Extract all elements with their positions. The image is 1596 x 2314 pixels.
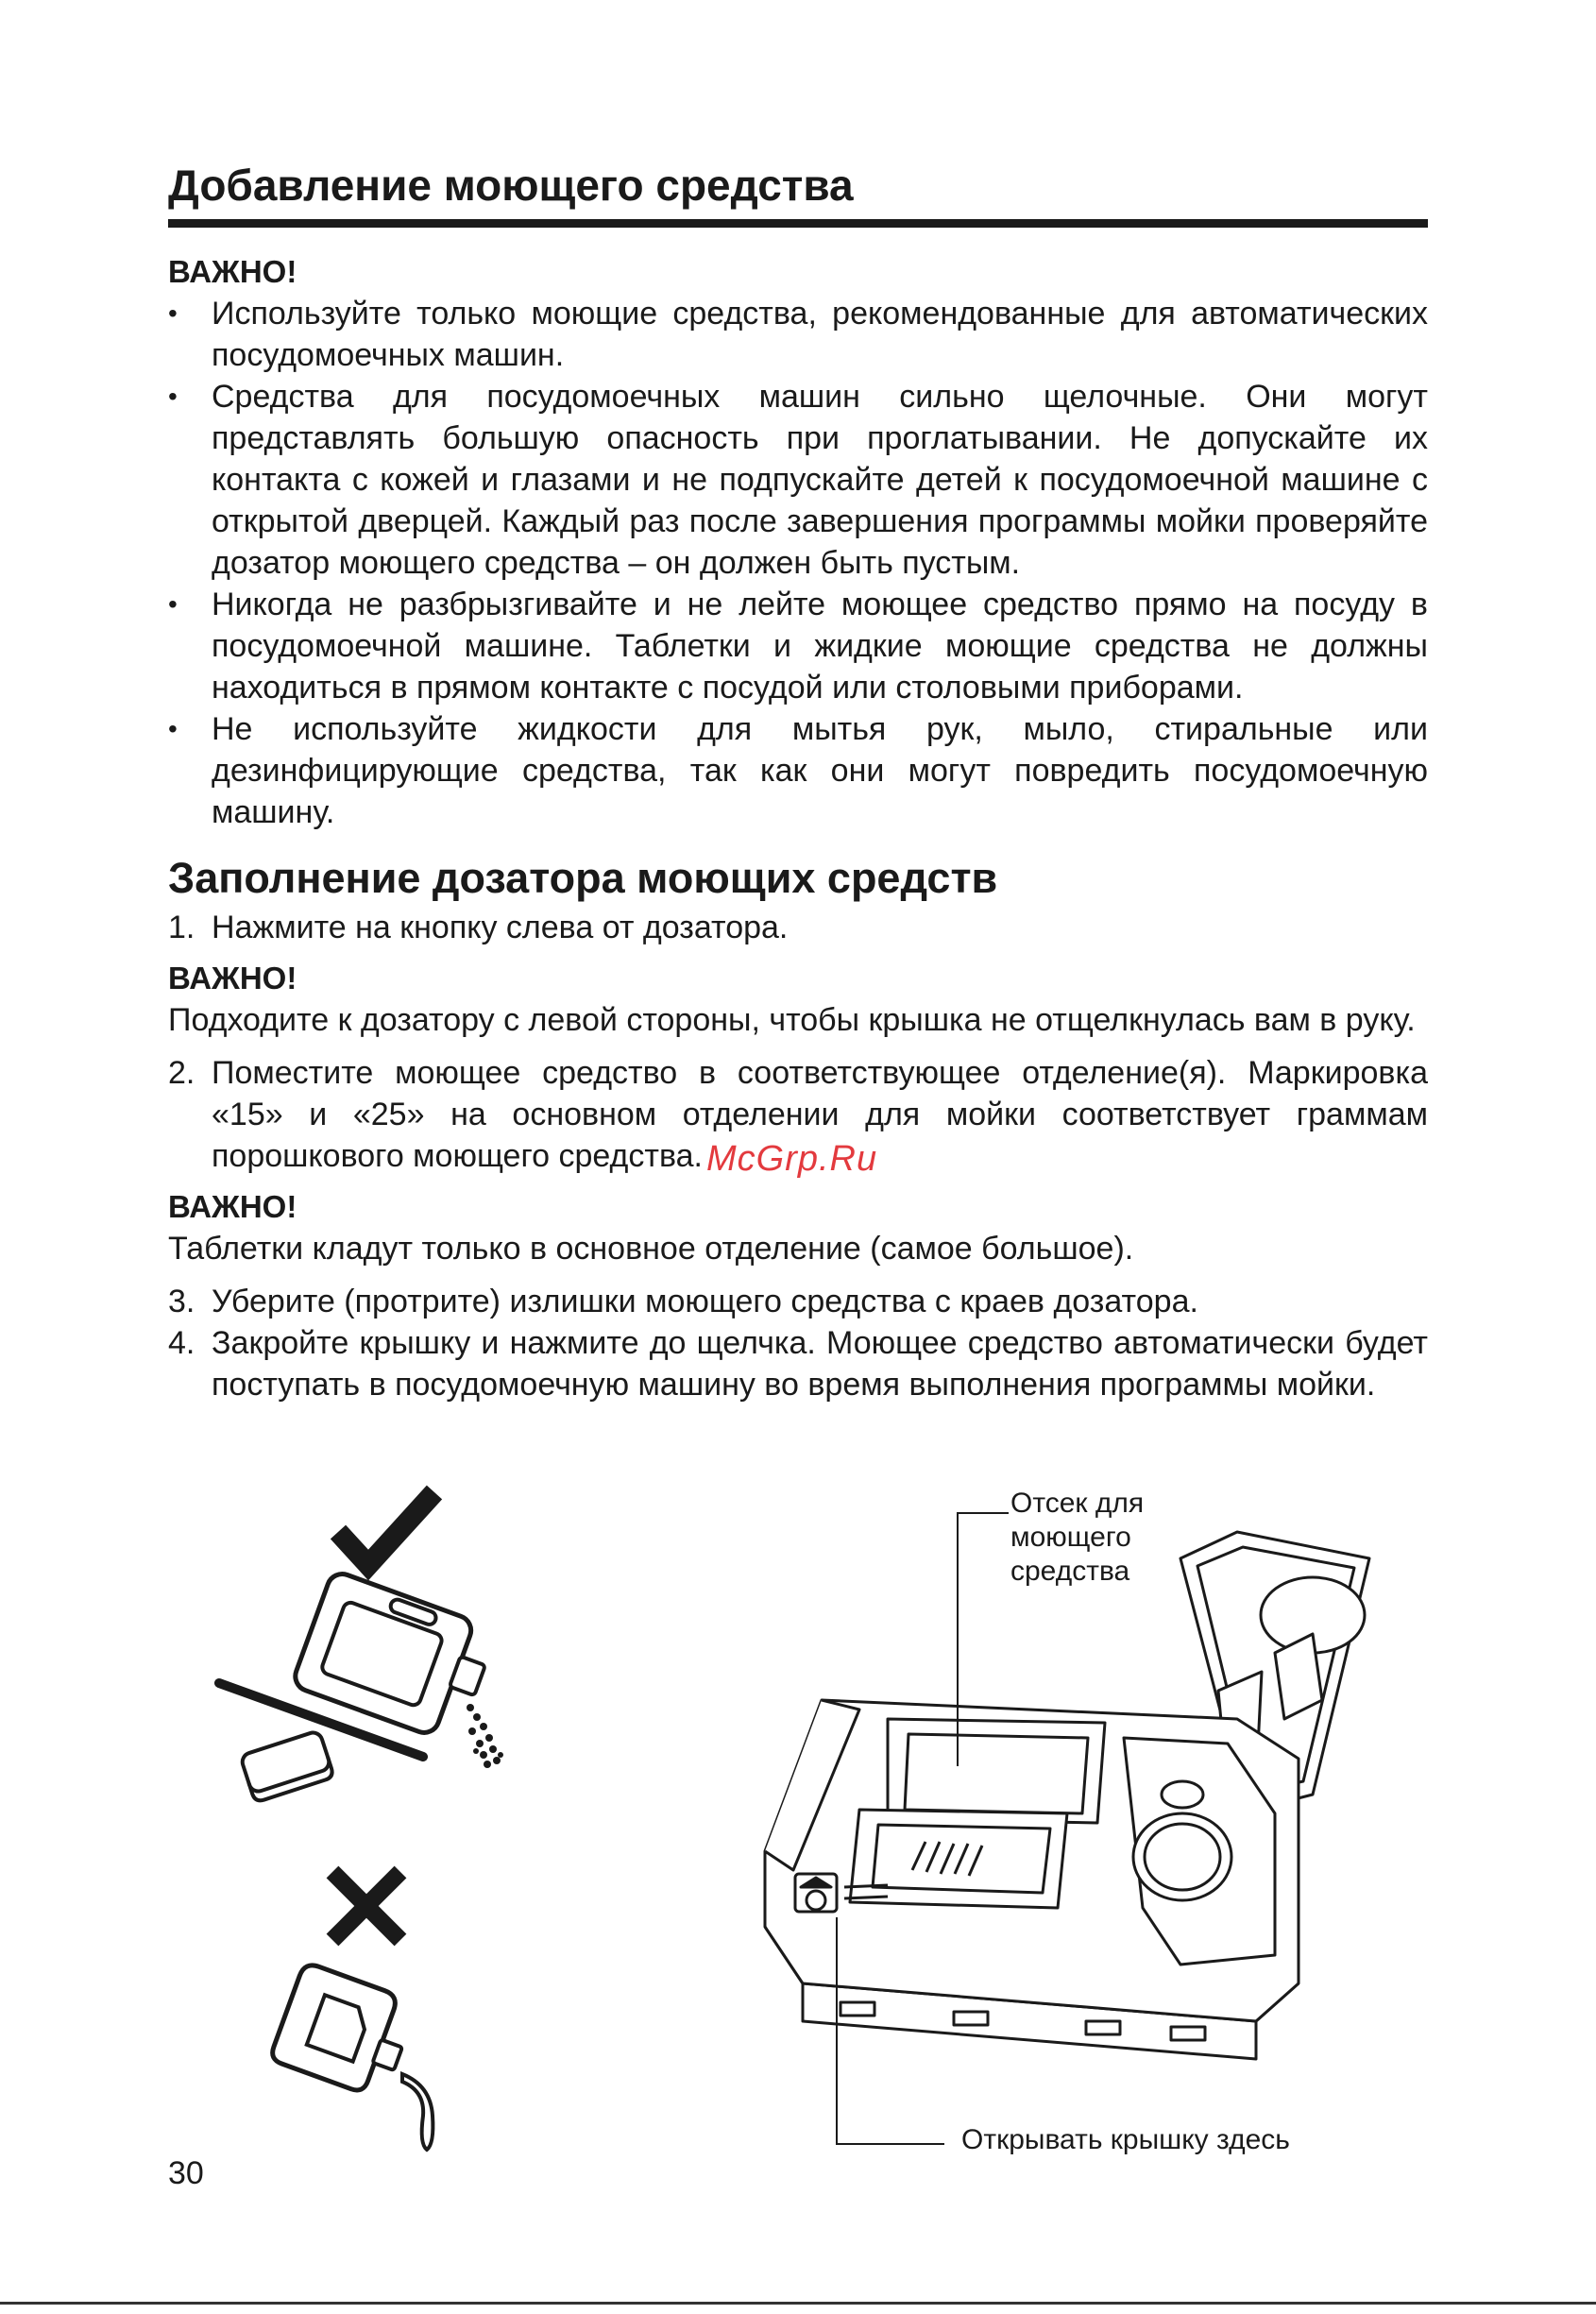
step-4: 4. Закройте крышку и нажмите до щелчка. Моющее средство автоматически будет поступать в посудомоечную машину во время выполнения программы мойки.: [168, 1325, 1428, 1403]
steps-list-1: [168, 907, 1428, 948]
steps-list-3: [168, 1281, 1428, 1405]
important-label: ВАЖНО!: [168, 961, 297, 995]
bottom-divider: [0, 2302, 1596, 2305]
list-item: • Используйте только моющие средства, рекомендованные для автоматических посудомоечных машин.: [168, 293, 1428, 376]
dispenser-illustration: [746, 1511, 1388, 2153]
step-3: 3. Уберите (протрите) излишки моющего средства с краев дозатора.: [168, 1284, 1198, 1319]
page-number: 30: [168, 2155, 204, 2191]
checkmark-icon: [331, 1485, 444, 1579]
step-1: 1. Нажмите на кнопку слева от дозатора.: [168, 910, 789, 945]
page-title: Добавление моющего средства: [168, 161, 854, 210]
step-2: 2. Поместите моющее средство в соответствующее отделение(я). Маркировка «15» и «25» на основном отделении для мойки соответствует граммам порошкового моющего средства.: [168, 1055, 1428, 1174]
important-label: ВАЖНО!: [168, 1189, 297, 1224]
section-title: Заполнение дозатора моющих средств: [168, 854, 998, 902]
list-item: • Средства для посудомоечных машин сильно щелочные. Они могут представлять большую опасность при проглатывании. Не допускайте их контакта с кожей и глазами и не подпускайте детей к посудомоечной машине с открытой дверцей. Каждый раз после завершения программы мойки проверяйте дозатор моющего средства – он должен быть пустым.: [168, 376, 1428, 584]
note-tablets: Таблетки кладут только в основное отделение (самое большое).: [168, 1231, 1134, 1267]
warnings-list: [168, 293, 1428, 833]
tablet-icon: [236, 1728, 340, 1804]
liquid-bottle-icon: [264, 1965, 472, 2153]
list-item: • Никогда не разбрызгивайте и не лейте моющее средство прямо на посуду в посудомоечной машине. Таблетки и жидкие моющие средства не должны находиться в прямом контакте с посудой или столовыми приборами.: [168, 584, 1428, 708]
important-label: ВАЖНО!: [168, 254, 297, 289]
open-lid-callout: Открывать крышку здесь: [961, 2124, 1290, 2155]
note-left-side: Подходите к дозатору с левой стороны, чтобы крышка не отщелкнулась вам в руку.: [168, 1002, 1416, 1038]
warnings-section: [168, 251, 1428, 833]
list-item: • Не используйте жидкости для мытья рук, мыло, стиральные или дезинфицирующие средства, так как они могут повредить посудомоечную машину.: [168, 708, 1428, 833]
compartment-callout: Отсек для моющего средства: [1010, 1488, 1145, 1587]
title-divider: [168, 219, 1428, 228]
fill-dispenser-section: [168, 852, 1428, 1405]
cross-icon: [323, 1863, 410, 1949]
watermark: McGrp.Ru: [706, 1139, 878, 1179]
